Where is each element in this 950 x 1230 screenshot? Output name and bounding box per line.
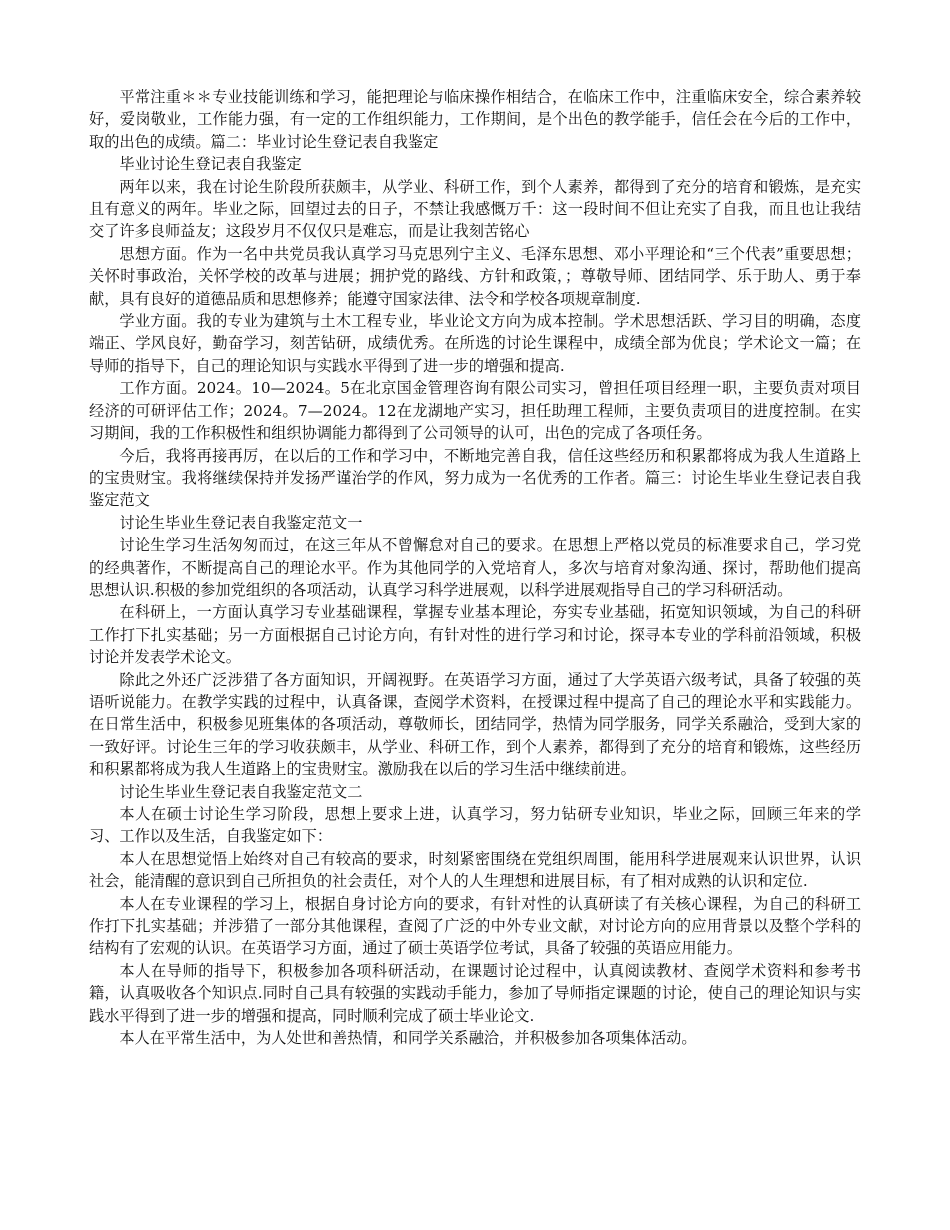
section-title: 讨论生毕业生登记表自我鉴定范文一 (119, 513, 363, 532)
paragraph: 在科研上，一方面认真学习专业基础课程，掌握专业基本理论，夯实专业基础，拓宽知识领域，为自己的科研工作打下扎实基础；另一方面根据自己讨论方向，有针对性的进行学习和讨论，探寻本专业的学科前沿领域，积极讨论并发表学术论文。 (89, 603, 861, 667)
paragraph: 讨论生学习生活匆匆而过，在这三年从不曾懈怠对自己的要求。在思想上严格以党员的标准要求自己，学习党的经典著作，不断提高自己的理论水平。作为其他同学的入党培育人，多次与培育对象沟通、探讨，帮助他们提高思想认识.积极的参加党组织的各项活动，认真学习科学进展观，以科学进展观指导自己的学习科研活动。 (89, 536, 861, 599)
paragraph: 思想方面。作为一名中共党员我认真学习马克思列宁主义、毛泽东思想、邓小平理论和“三个代表”重要思想；关怀时事政治，关怀学校的改革与进展；拥护党的路线、方针和政策，；尊敬导师、团结同学、乐于助人、勇于奉献，具有良好的道德品质和思想修养；能遵守国家法律、法令和学校各项规章制度. (89, 244, 861, 308)
section-title: 讨论生毕业生登记表自我鉴定范文二 (119, 782, 363, 801)
paragraph: 工作方面。2024。10—2024。5在北京国金管理咨询有限公司实习，曾担任项目经理一职，主要负责对项目经济的可研评估工作；2024。7—2024。12在龙湖地产实习，担任助理工程师，主要负责项目的进度控制。在实习期间，我的工作积极性和组织协调能力都得到了公司领导的认可，出色的完成了各项任务。 (89, 379, 861, 443)
paragraph: 今后，我将再接再厉，在以后的工作和学习中，不断地完善自我，信任这些经历和积累都将成为我人生道路上的宝贵财宝。我将继续保持并发扬严谨治学的作风，努力成为一名优秀的工作者。篇三：讨论生毕业生登记表自我鉴定范文 (89, 446, 861, 510)
paragraph: 本人在硕士讨论生学习阶段，思想上要求上进，认真学习，努力钻研专业知识，毕业之际，回顾三年来的学习、工作以及生活，自我鉴定如下： (89, 805, 861, 846)
paragraph: 除此之外还广泛涉猎了各方面知识，开阔视野。在英语学习方面，通过了大学英语六级考试，具备了较强的英语听说能力。在教学实践的过程中，认真备课，查阅学术资料，在授课过程中提高了自己的理论水平和实践能力。在日常生活中，积极参见班集体的各项活动，尊敬师长，团结同学，热情为同学服务，同学关系融洽，受到大家的一致好评。讨论生三年的学习收获颇丰，从学业、科研工作，到个人素养，都得到了充分的培育和锻炼，这些经历和积累都将成为我人生道路上的宝贵财宝。激励我在以后的学习生活中继续前进。 (89, 670, 861, 779)
paragraph: 两年以来，我在讨论生阶段所获颇丰，从学业、科研工作，到个人素养，都得到了充分的培育和锻炼，是充实且有意义的两年。毕业之际，回望过去的日子，不禁让我感慨万千：这一段时间不但让充实了自我，而且也让我结交了许多良师益友；这段岁月不仅仅只是难忘，而是让我刻苦铭心 (89, 177, 861, 241)
document-body (89, 86, 861, 1049)
paragraph: 学业方面。我的专业为建筑与土木工程专业，毕业论文方向为成本控制。学术思想活跃、学习目的明确，态度端正、学风良好，勤奋学习，刻苦钻研，成绩优秀。在所选的讨论生课程中，成绩全部为优良；学术论文一篇；在导师的指导下，自己的理论知识与实践水平得到了进一步的增强和提高. (89, 312, 861, 375)
paragraph: 本人在平常生活中，为人处世和善热情，和同学关系融洽，并积极参加各项集体活动。 (119, 1029, 697, 1048)
paragraph: 平常注重＊＊专业技能训练和学习，能把理论与临床操作相结合，在临床工作中，注重临床安全，综合素养较好，爱岗敬业，工作能力强，有一定的工作组织能力，工作期间，是个出色的教学能手，信任会在今后的工作中，取的出色的成绩。篇二：毕业讨论生登记表自我鉴定 (89, 88, 861, 151)
paragraph: 本人在专业课程的学习上，根据自身讨论方向的要求，有针对性的认真研读了有关核心课程，为自己的科研工作打下扎实基础；并涉猎了一部分其他课程，查阅了广泛的中外专业文献，对讨论方向的应用背景以及整个学科的结构有了宏观的认识。在英语学习方面，通过了硕士英语学位考试，具备了较强的英语应用能力。 (89, 894, 861, 958)
section-title: 毕业讨论生登记表自我鉴定 (119, 155, 302, 174)
paragraph: 本人在导师的指导下，积极参加各项科研活动，在课题讨论过程中，认真阅读教材、查阅学术资料和参考书籍，认真吸收各个知识点.同时自己具有较强的实践动手能力，参加了导师指定课题的讨论，使自己的理论知识与实践水平得到了进一步的增强和提高，同时顺利完成了硕士毕业论文. (89, 961, 861, 1025)
paragraph: 本人在思想觉悟上始终对自己有较高的要求，时刻紧密围绕在党组织周围，能用科学进展观来认识世界，认识社会，能清醒的意识到自己所担负的社会责任，对个人的人生理想和进展目标，有了相对成熟的认识和定位. (89, 849, 861, 891)
